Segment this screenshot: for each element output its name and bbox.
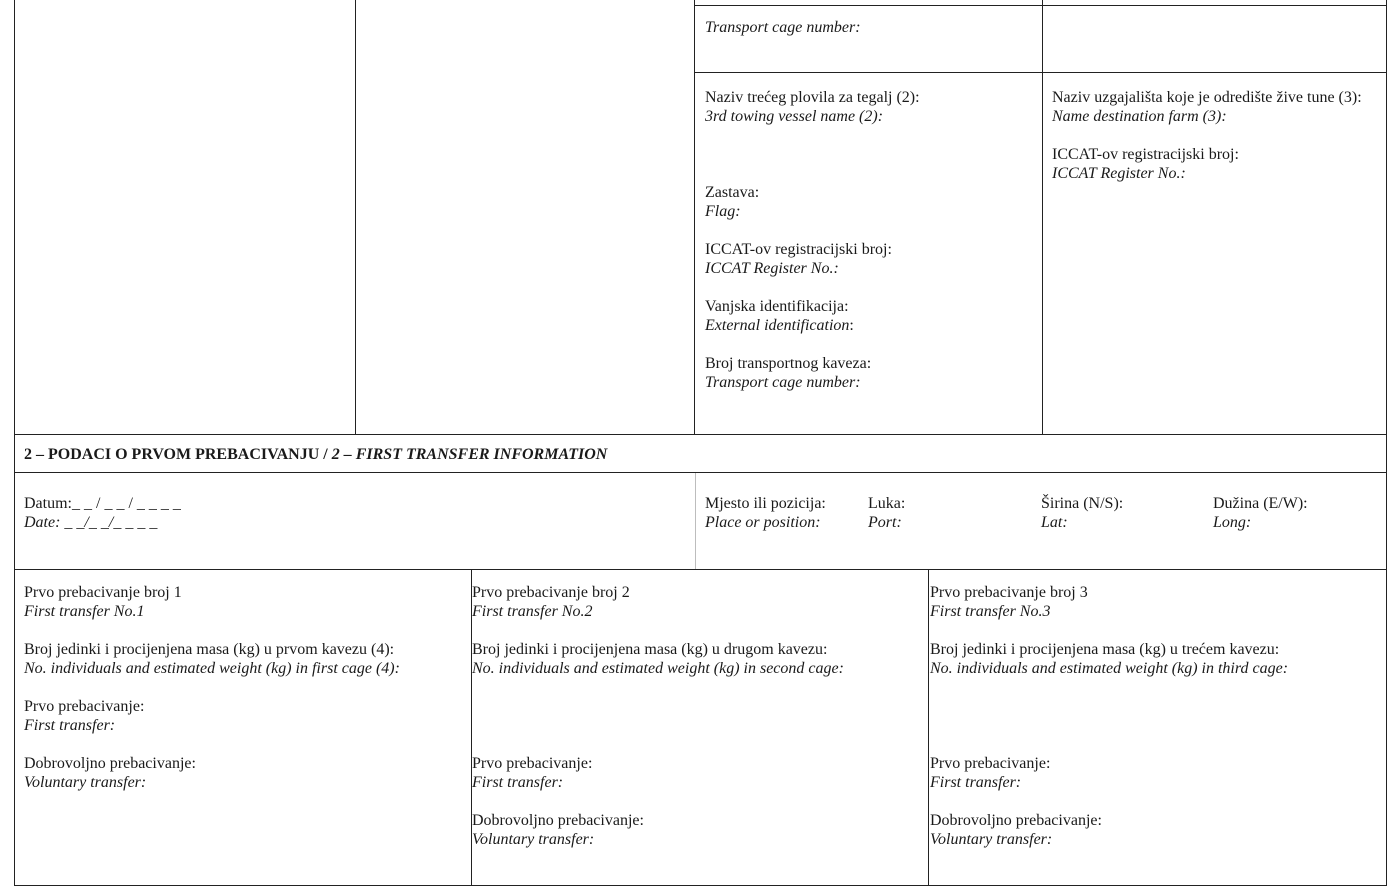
farm-iccat-register-label-en: ICCAT Register No.: [1052,165,1186,182]
top-row-top-rule [694,5,1387,6]
top-col-divider-2 [694,0,695,434]
top-col-divider-1 [355,0,356,434]
cage-count-label-en: No. individuals and estimated weight (kg) in first cage (4): [24,660,400,677]
external-id-label-en-line [705,316,920,335]
voluntary-transfer-label-hr: Dobrovoljno prebacivanje: [930,812,1102,829]
section2-heading [24,445,607,464]
latitude-cell [1041,494,1123,532]
cage-number-label-hr: Broj transportnog kaveza: [705,355,872,372]
first-transfer-label-hr: Prvo prebacivanje: [930,755,1051,772]
voluntary-transfer-label-en: Voluntary transfer: [24,774,147,791]
transfer-cell-1 [24,583,459,792]
flag-label-en: Flag: [705,203,741,220]
section2-heading-hr: 2 – PODACI O PRVOM PREBACIVANJU / [24,446,332,463]
top-row-divider [694,72,1387,73]
cage-number-label-en: Transport cage number: [705,374,861,391]
towing-vessel-label-en: 3rd towing vessel name (2): [705,108,884,125]
transfer-cell-2 [472,583,844,849]
table-left-border [14,0,15,886]
first-transfer-label-en: First transfer: [24,717,116,734]
iccat-register-label-en: ICCAT Register No.: [705,260,839,277]
first-transfer-label-hr: Prvo prebacivanje: [24,698,145,715]
table-bottom-border [14,885,1387,886]
place-cell [705,494,826,532]
transfer-col-divider-2 [928,569,929,886]
place-label-hr: Mjesto ili pozicija: [705,495,826,512]
table-right-border [1386,0,1387,886]
section2-top-rule [14,434,1387,435]
farm-iccat-register-label-hr: ICCAT-ov registracijski broj: [1052,146,1239,163]
first-transfer-label-en: First transfer: [930,774,1022,791]
transfer-title-hr: Prvo prebacivanje broj 3 [930,584,1088,601]
transfer-title-en: First transfer No.3 [930,603,1051,620]
first-cage-cell [705,18,861,37]
cage-count-label-en: No. individuals and estimated weight (kg) in third cage: [930,660,1289,677]
transfer-title-hr: Prvo prebacivanje broj 2 [472,584,630,601]
transfer-title-en: First transfer No.2 [472,603,593,620]
longitude-label-hr: Dužina (E/W): [1213,495,1308,512]
cage-count-label-hr: Broj jedinki i procijenjena masa (kg) u prvom kavezu (4): [24,641,395,658]
top-col-divider-3 [1042,0,1043,434]
destination-farm-cell [1052,88,1382,183]
destination-farm-label-en: Name destination farm (3): [1052,108,1227,125]
cage-count-label-hr: Broj jedinki i procijenjena masa (kg) u trećem kavezu: [930,641,1280,658]
voluntary-transfer-label-en: Voluntary transfer: [930,831,1053,848]
towing-vessel-label-hr: Naziv trećeg plovila za tegalj (2): [705,89,920,106]
section2-heading-en: 2 – FIRST TRANSFER INFORMATION [331,446,608,463]
iccat-register-label-hr: ICCAT-ov registracijski broj: [705,241,892,258]
section2-heading-rule [14,472,1387,473]
external-id-colon: : [849,317,854,334]
voluntary-transfer-label-en: Voluntary transfer: [472,831,595,848]
third-towing-vessel-cell [705,88,920,392]
first-transfer-label-hr: Prvo prebacivanje: [472,755,593,772]
transfer-title-hr: Prvo prebacivanje broj 1 [24,584,182,601]
external-id-label-en: External identification [705,317,850,334]
latitude-label-en: Lat: [1041,514,1068,531]
place-label-en: Place or position: [705,514,821,531]
port-label-hr: Luka: [868,495,906,512]
destination-farm-label-hr: Naziv uzgajališta koje je odredište žive tune (3): [1052,89,1362,106]
voluntary-transfer-label-hr: Dobrovoljno prebacivanje: [24,755,196,772]
longitude-cell [1213,494,1308,532]
date-cell [24,494,181,532]
external-id-label-hr: Vanjska identifikacija: [705,298,849,315]
transport-cage-number-label: Transport cage number: [705,19,861,36]
latitude-label-hr: Širina (N/S): [1041,495,1124,512]
voluntary-transfer-label-hr: Dobrovoljno prebacivanje: [472,812,644,829]
date-place-divider [695,473,696,569]
cage-count-label-en: No. individuals and estimated weight (kg) in second cage: [472,660,844,677]
port-label-en: Port: [868,514,902,531]
port-cell [868,494,905,532]
transfer-row-top-rule [14,569,1387,570]
first-transfer-label-en: First transfer: [472,774,564,791]
cage-count-label-hr: Broj jedinki i procijenjena masa (kg) u drugom kavezu: [472,641,828,658]
date-label-hr: Datum:_ _ / _ _ / _ _ _ _ [24,495,181,512]
transfer-title-en: First transfer No.1 [24,603,145,620]
transfer-cell-3 [930,583,1288,849]
longitude-label-en: Long: [1213,514,1252,531]
date-label-en: Date: _ _/_ _/_ _ _ _ [24,514,158,531]
flag-label-hr: Zastava: [705,184,760,201]
